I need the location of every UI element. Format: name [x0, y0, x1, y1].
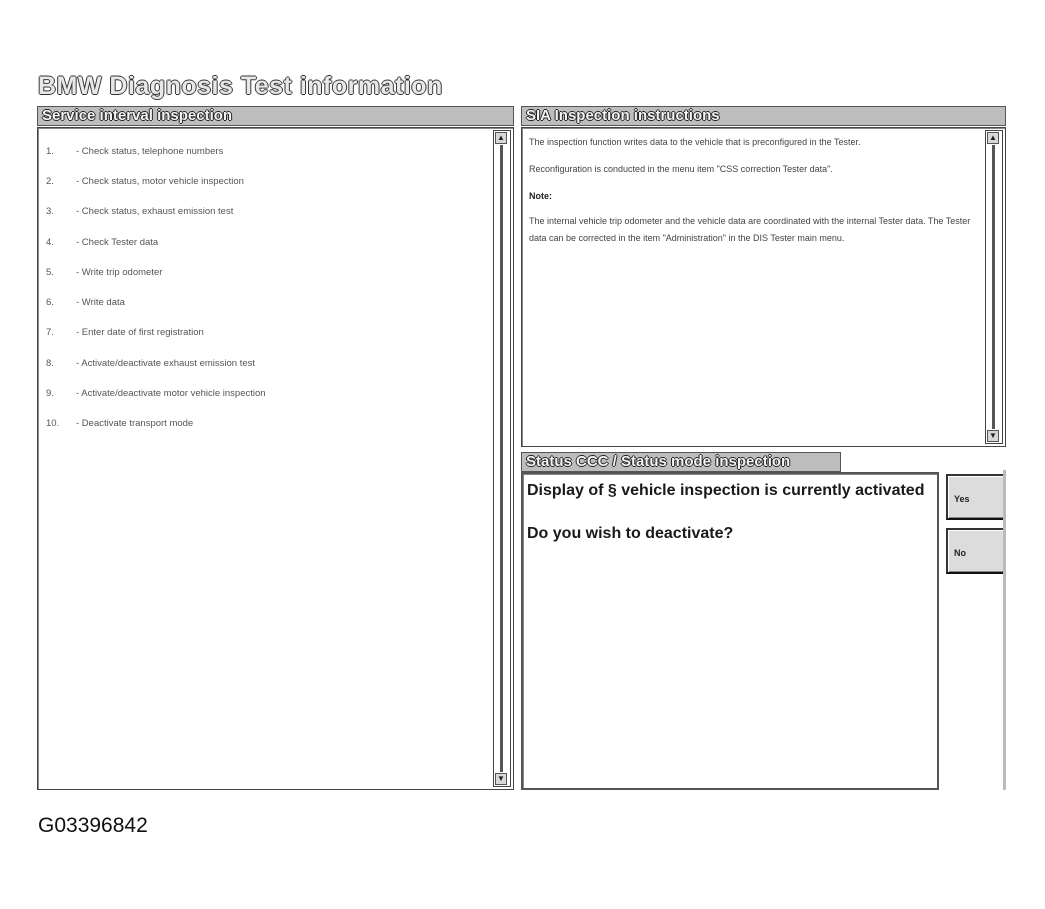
- note-label: Note:: [529, 191, 552, 201]
- list-item[interactable]: [42, 287, 489, 317]
- list-item[interactable]: [42, 257, 489, 287]
- step-number: 9.: [46, 388, 54, 400]
- step-label: - Check Tester data: [76, 236, 159, 248]
- info-text: [529, 134, 979, 257]
- info-paragraph: The inspection function writes data to the vehicle that is preconfigured in the Tester.: [529, 137, 861, 147]
- scroll-down-icon[interactable]: ▼: [495, 773, 507, 785]
- step-label: - Activate/deactivate exhaust emission test: [76, 357, 256, 369]
- list-item[interactable]: [42, 318, 489, 348]
- dialog-text: [527, 480, 927, 566]
- scroll-down-icon[interactable]: ▼: [987, 430, 999, 442]
- no-button[interactable]: No: [946, 528, 1006, 574]
- step-label: - Write data: [76, 297, 125, 309]
- divider: [1003, 470, 1006, 790]
- scroll-thumb[interactable]: [500, 145, 503, 772]
- status-panel-header: Status CCC / Status mode inspection: [521, 452, 841, 472]
- step-label: - Check status, motor vehicle inspection: [76, 175, 244, 187]
- steps-panel: [37, 127, 514, 790]
- list-item[interactable]: [42, 166, 489, 196]
- step-list: [42, 136, 489, 439]
- step-number: 7.: [46, 327, 54, 339]
- yes-button[interactable]: Yes: [946, 474, 1006, 520]
- info-panel-header: SIA Inspection instructions: [521, 106, 1006, 126]
- step-label: - Check status, exhaust emission test: [76, 206, 234, 218]
- step-number: 1.: [46, 145, 54, 157]
- step-label: - Deactivate transport mode: [76, 418, 194, 430]
- list-item[interactable]: [42, 197, 489, 227]
- window-title: BMW Diagnosis Test information: [38, 72, 443, 100]
- step-number: 4.: [46, 236, 54, 248]
- info-panel: [521, 127, 1006, 447]
- scroll-thumb[interactable]: [992, 145, 995, 429]
- step-number: 8.: [46, 357, 54, 369]
- step-label: - Write trip odometer: [76, 266, 163, 278]
- list-item[interactable]: [42, 227, 489, 257]
- step-label: - Enter date of first registration: [76, 327, 204, 339]
- scroll-up-icon[interactable]: ▲: [987, 132, 999, 144]
- info-scrollbar[interactable]: [985, 130, 1003, 444]
- steps-panel-header: Service interval inspection: [37, 106, 514, 126]
- dialog-panel: [521, 472, 939, 790]
- step-label: - Activate/deactivate motor vehicle inspection: [76, 388, 266, 400]
- list-item[interactable]: [42, 409, 489, 439]
- figure-id: G03396842: [38, 814, 148, 837]
- step-number: 5.: [46, 266, 54, 278]
- step-number: 10.: [46, 418, 60, 430]
- scroll-up-icon[interactable]: ▲: [495, 132, 507, 144]
- step-label: - Check status, telephone numbers: [76, 145, 224, 157]
- info-paragraph: Reconfiguration is conducted in the menu item "CSS correction Tester data".: [529, 164, 833, 174]
- step-number: 2.: [46, 175, 54, 187]
- steps-scrollbar[interactable]: [493, 130, 511, 787]
- step-number: 6.: [46, 297, 54, 309]
- list-item[interactable]: [42, 136, 489, 166]
- list-item[interactable]: [42, 348, 489, 378]
- status-message: Display of § vehicle inspection is currently activated: [527, 482, 925, 499]
- question-message: Do you wish to deactivate?: [527, 525, 734, 542]
- info-paragraph: The internal vehicle trip odometer and the vehicle data are coordinated with the internal Tester data. The Tester data can be corrected in the item "Administration" in the DIS Tester main menu.: [529, 216, 971, 243]
- list-item[interactable]: [42, 378, 489, 408]
- step-number: 3.: [46, 206, 54, 218]
